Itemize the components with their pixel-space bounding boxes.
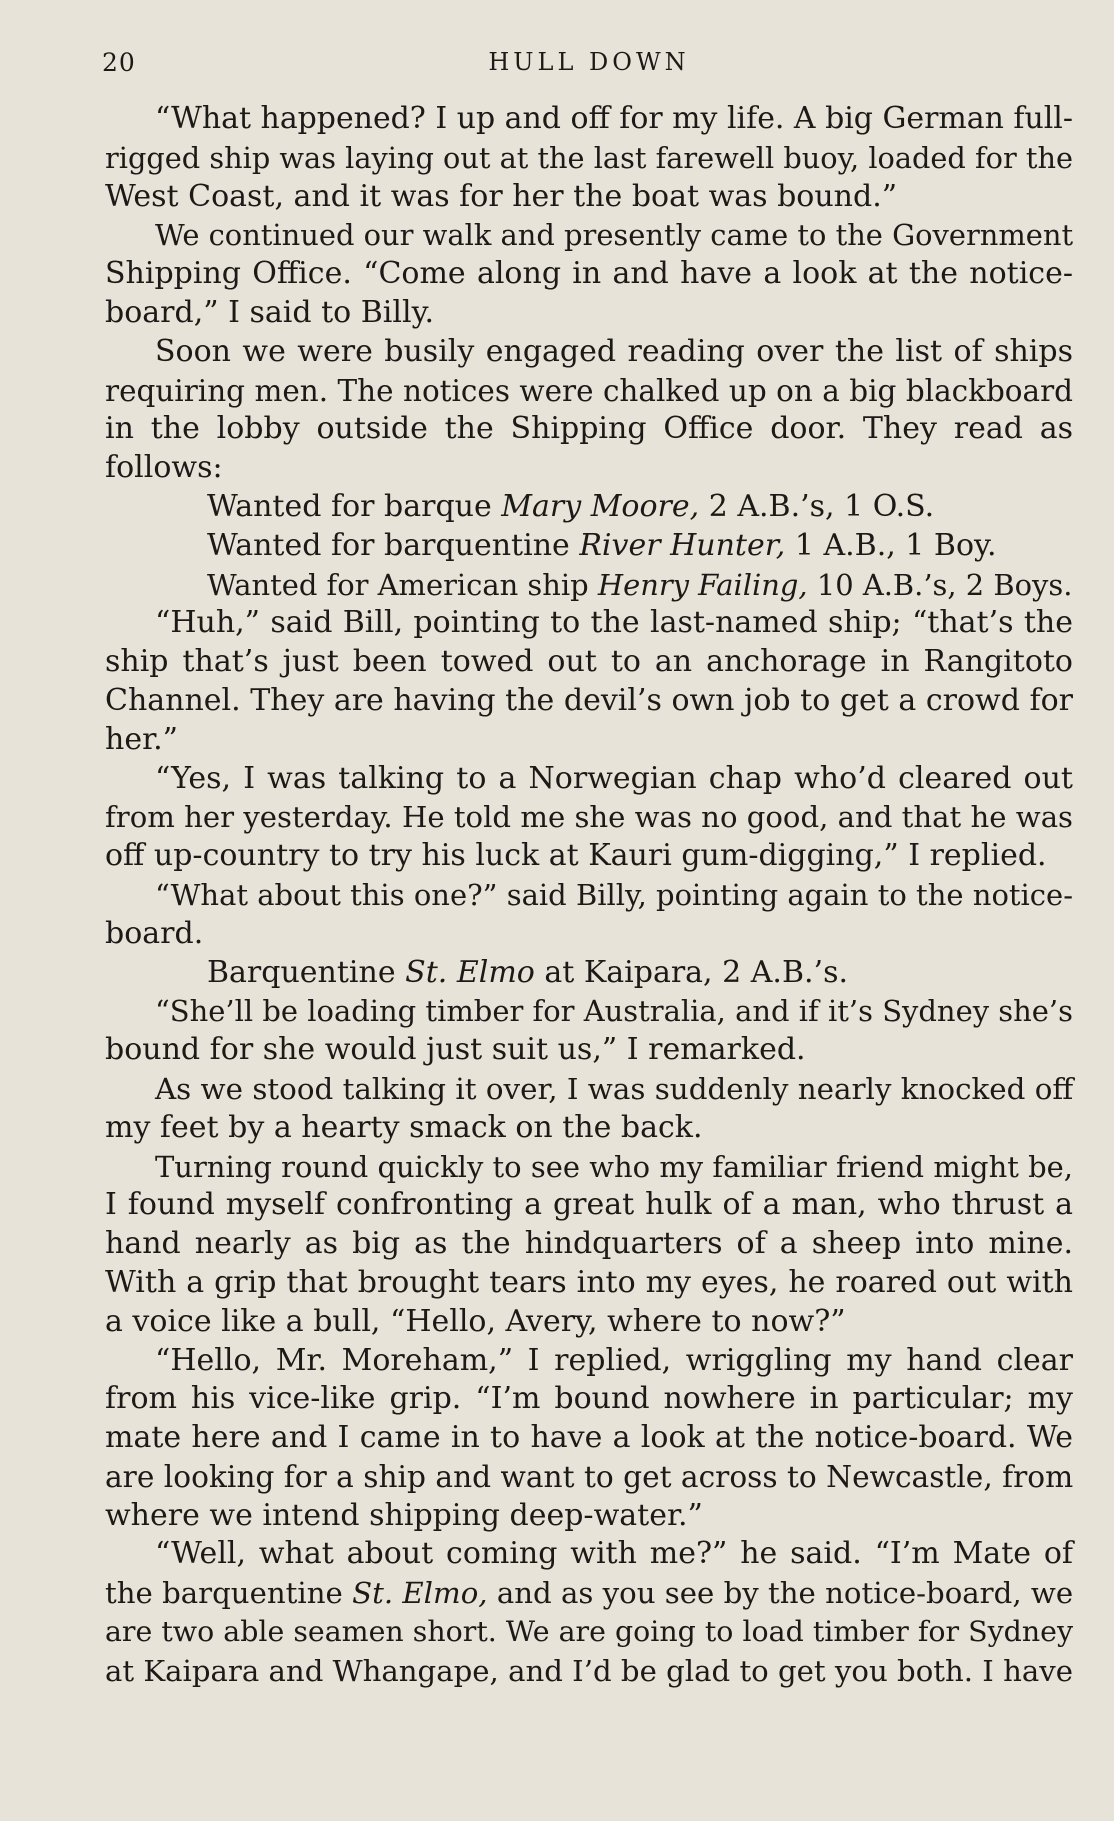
ship-name: St. Elmo, — [352, 1576, 488, 1611]
text-line — [105, 1186, 1073, 1225]
running-head: HULL DOWN — [488, 48, 690, 76]
page-header — [102, 48, 1076, 80]
text-line — [105, 1303, 1073, 1342]
text-segment: my feet by a hearty smack on the back. — [105, 1109, 703, 1145]
text-segment: Soon we were busily engaged reading over the list of ships — [155, 333, 1073, 369]
text-line — [105, 1148, 1073, 1187]
notice-line — [105, 488, 1073, 527]
text-line — [105, 1497, 1073, 1536]
text-line — [105, 178, 1073, 217]
text-line — [105, 1419, 1073, 1458]
text-segment: We continued our walk and presently came to the Government — [155, 218, 1074, 253]
text-line — [105, 294, 1073, 333]
ship-name: River Hunter, — [579, 527, 786, 563]
text-segment: Wanted for American ship — [207, 567, 598, 602]
text-segment: her.” — [105, 721, 178, 757]
text-line — [105, 604, 1073, 643]
text-line — [105, 682, 1073, 721]
text-line — [105, 1342, 1073, 1381]
text-segment: With a grip that brought tears into my eyes, he roared out with — [105, 1264, 1073, 1300]
text-segment: bound for she would just suit us,” I remarked. — [105, 1032, 806, 1068]
text-segment: follows: — [105, 450, 223, 486]
text-line — [105, 915, 1073, 954]
text-segment: at Kaipara and Whangape, and I’d be glad to get you both. I have — [105, 1653, 1073, 1688]
text-segment: mate here and I came in to have a look at the notice-board. We — [105, 1420, 1073, 1456]
text-segment: 1 A.B., 1 Boy. — [785, 527, 997, 563]
text-line — [105, 1031, 1073, 1070]
text-segment: 10 A.B.’s, 2 Boys. — [807, 567, 1073, 602]
text-line — [105, 1535, 1073, 1574]
notice-line — [105, 566, 1073, 605]
text-line — [105, 255, 1073, 294]
text-line — [105, 372, 1073, 411]
text-segment: West Coast, and it was for her the boat was bound.” — [105, 178, 898, 214]
notice-line — [105, 954, 1073, 993]
text-segment: As we stood talking it over, I was suddenly nearly knocked off — [155, 1071, 1074, 1106]
text-segment: where we intend shipping deep-water.” — [105, 1497, 703, 1533]
text-line — [105, 798, 1073, 837]
text-line — [105, 876, 1073, 915]
text-line — [105, 721, 1073, 760]
text-segment: the barquentine — [105, 1576, 353, 1611]
text-line — [105, 837, 1073, 876]
text-line — [105, 1574, 1073, 1613]
text-segment: “What happened? I up and off for my life. A big German full- — [155, 101, 1073, 136]
text-segment: in the lobby outside the Shipping Office door. They read as — [105, 411, 1073, 447]
text-line — [105, 100, 1073, 139]
text-line — [105, 992, 1073, 1031]
ship-name: Mary Moore, — [501, 488, 700, 524]
text-segment: Channel. They are having the devil’s own job to get a crowd for — [105, 682, 1073, 718]
text-segment: Wanted for barquentine — [207, 527, 580, 563]
notice-line — [105, 527, 1073, 566]
text-segment: from her yesterday. He told me she was no good, and that he was — [105, 800, 1073, 835]
text-line — [105, 760, 1073, 799]
text-line — [105, 1380, 1073, 1419]
text-line — [105, 1225, 1073, 1264]
text-segment: a voice like a bull, “Hello, Avery, where to now?” — [105, 1303, 846, 1339]
text-segment: and as you see by the notice-board, we — [487, 1576, 1074, 1611]
text-segment: board. — [105, 915, 204, 951]
text-line — [105, 1109, 1073, 1148]
text-segment: Barquentine — [207, 954, 406, 990]
body-text — [105, 100, 1073, 1691]
text-line — [105, 333, 1073, 372]
text-segment: Turning round quickly to see who my familiar friend might be, — [155, 1149, 1073, 1184]
text-segment: at Kaipara, 2 A.B.’s. — [534, 954, 848, 990]
text-segment: rigged ship was laying out at the last farewell buoy, loaded for the — [105, 140, 1073, 175]
text-segment: “Yes, I was talking to a Norwegian chap who’d cleared out — [155, 760, 1073, 796]
text-segment: requiring men. The notices were chalked up on a big blackboard — [105, 373, 1073, 408]
text-line — [105, 410, 1073, 449]
text-segment: are two able seamen short. We are going to load timber for Sydney — [105, 1615, 1073, 1649]
text-segment: Wanted for barque — [207, 488, 502, 524]
text-segment: “What about this one?” said Billy, pointing again to the notice- — [155, 877, 1073, 912]
text-segment: 2 A.B.’s, 1 O.S. — [699, 488, 935, 524]
text-segment: hand nearly as big as the hindquarters of a sheep into mine. — [105, 1226, 1073, 1262]
text-segment: board,” I said to Billy. — [105, 294, 435, 330]
text-segment: from his vice-like grip. “I’m bound nowhere in particular; my — [105, 1381, 1073, 1417]
text-line — [105, 449, 1073, 488]
text-segment: are looking for a ship and want to get across to Newcastle, from — [105, 1458, 1074, 1494]
text-line — [105, 1070, 1073, 1109]
text-line — [105, 1613, 1073, 1652]
text-segment: “Hello, Mr. Moreham,” I replied, wriggling my hand clear — [155, 1342, 1073, 1378]
text-line — [105, 139, 1073, 178]
text-segment: “She’ll be loading timber for Australia, and if it’s Sydney she’s — [155, 994, 1073, 1029]
page-number: 20 — [102, 48, 136, 77]
text-segment: Shipping Office. “Come along in and have a look at the notice- — [105, 256, 1073, 292]
text-segment: “Huh,” said Bill, pointing to the last-named ship; “that’s the — [155, 605, 1073, 641]
text-line — [105, 1458, 1073, 1497]
text-segment: “Well, what about coming with me?” he said. “I’m Mate of — [155, 1536, 1073, 1572]
text-line — [105, 1264, 1073, 1303]
ship-name: St. Elmo — [405, 954, 535, 990]
text-line — [105, 216, 1073, 255]
text-segment: ship that’s just been towed out to an anchorage in Rangitoto — [105, 644, 1073, 680]
text-line — [105, 1652, 1073, 1691]
text-segment: off up-country to try his luck at Kauri gum-digging,” I replied. — [105, 838, 1047, 874]
text-line — [105, 643, 1073, 682]
ship-name: Henry Failing, — [597, 567, 808, 602]
text-segment: I found myself confronting a great hulk of a man, who thrust a — [105, 1187, 1073, 1223]
